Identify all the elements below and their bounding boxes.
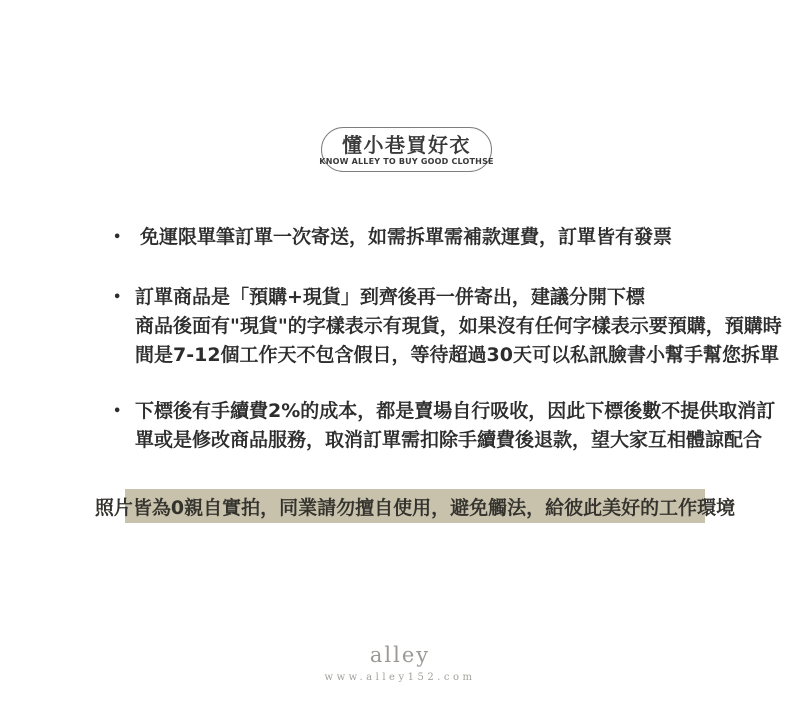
policy-line: 單或是修改商品服務，取消訂單需扣除手續費後退款，望大家互相體諒配合 (135, 429, 763, 451)
notice-banner (94, 489, 736, 523)
footer-brand: alley (369, 643, 431, 667)
policy-text (135, 397, 775, 455)
brand-logo (321, 127, 492, 172)
policy-line: 間是7-12個工作天不包含假日，等待超過30天可以私訊臉書小幫手幫您拆單 (135, 344, 779, 366)
policy-text (135, 283, 782, 370)
policy-line: 免運限單筆訂單一次寄送，如需拆單需補款運費，訂單皆有發票 (140, 226, 673, 248)
policy-line: 商品後面有"現貨"的字樣表示有現貨，如果沒有任何字樣表示要預購，預購時 (135, 315, 782, 337)
policy-text (135, 223, 720, 252)
logo-title: 懂小巷買好衣 (342, 132, 471, 157)
policy-item-preorder (110, 283, 782, 370)
notice-text: 照片皆為0親自實拍，同業請勿擅自使用，避免觸法，給彼此美好的工作環境 (94, 496, 736, 519)
policy-item-shipping (110, 223, 720, 252)
footer-url: www.alley152.com (324, 672, 476, 683)
policy-item-cancellation (110, 397, 776, 455)
policy-line: 下標後有手續費2%的成本，都是賣場自行吸收，因此下標後數不提供取消訂 (135, 400, 776, 422)
footer (0, 644, 800, 684)
policy-line: 訂單商品是「預購+現貨」到齊後再一併寄出，建議分開下標 (135, 286, 645, 308)
bullet-icon: • (113, 290, 122, 305)
bullet-icon: • (113, 404, 122, 419)
bullet-icon: • (113, 230, 122, 245)
logo-subtitle: KNOW ALLEY TO BUY GOOD CLOTHSE (319, 156, 494, 166)
